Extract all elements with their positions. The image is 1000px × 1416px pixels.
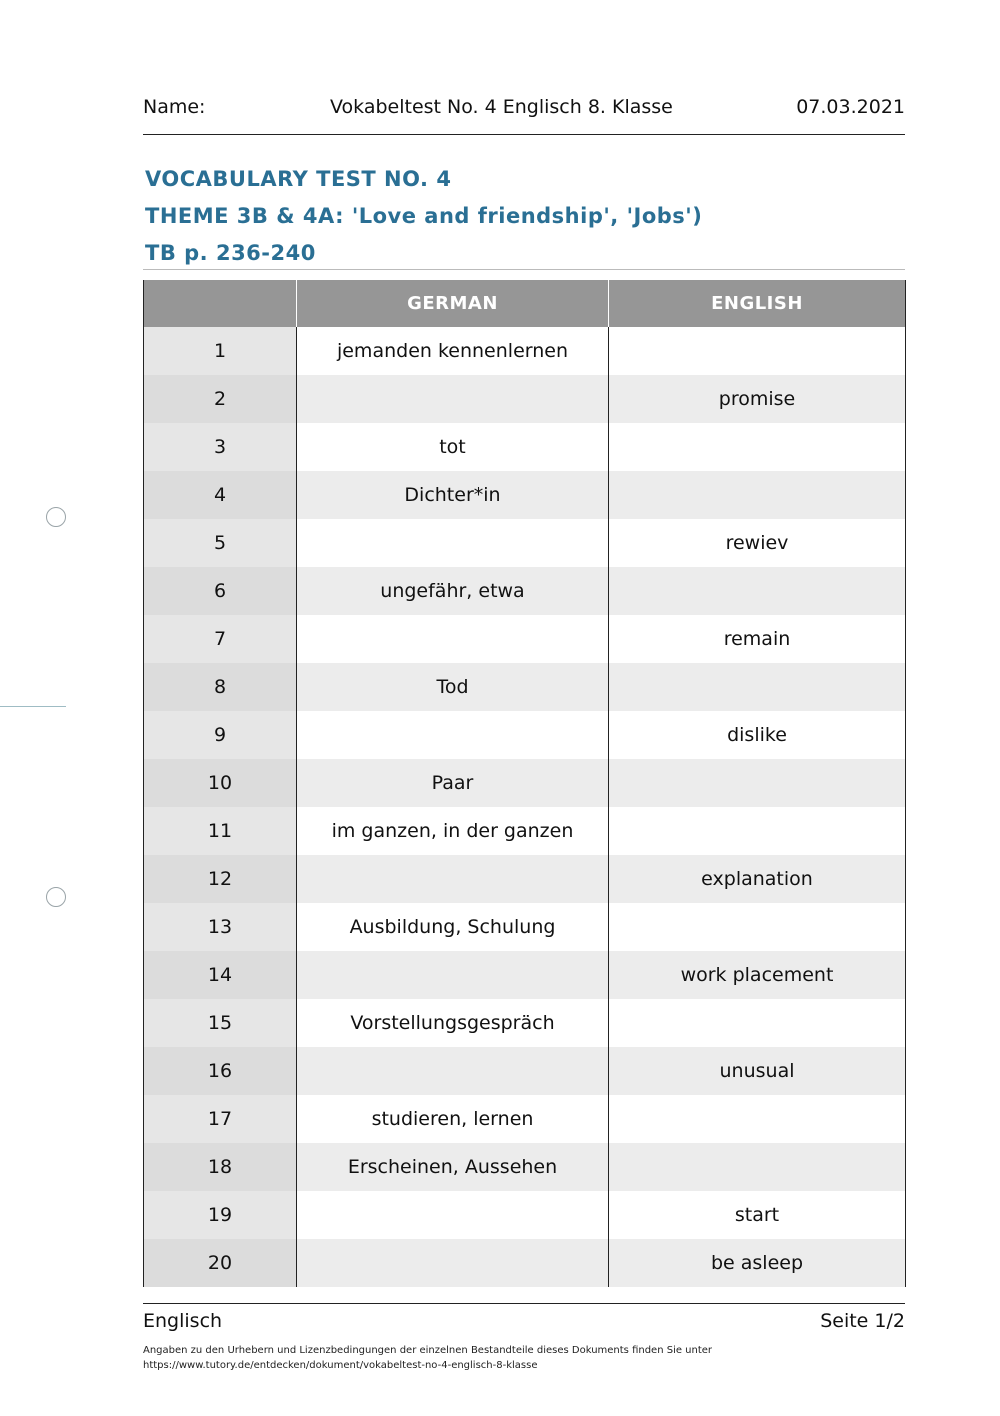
german-cell[interactable]: im ganzen, in der ganzen: [297, 807, 609, 855]
german-cell[interactable]: [297, 519, 609, 567]
test-title: VOCABULARY TEST NO. 4: [145, 167, 452, 191]
row-number: 8: [144, 663, 297, 711]
german-cell[interactable]: tot: [297, 423, 609, 471]
english-cell[interactable]: [609, 1095, 906, 1143]
row-number: 6: [144, 567, 297, 615]
row-number: 13: [144, 903, 297, 951]
footer-rule: [143, 1303, 905, 1304]
english-cell[interactable]: [609, 807, 906, 855]
english-cell[interactable]: [609, 999, 906, 1047]
german-cell[interactable]: ungefähr, etwa: [297, 567, 609, 615]
row-number: 4: [144, 471, 297, 519]
table-row: [144, 807, 906, 855]
table-header-row: [144, 280, 906, 327]
german-cell[interactable]: Tod: [297, 663, 609, 711]
english-cell[interactable]: dislike: [609, 711, 906, 759]
german-cell[interactable]: Dichter*in: [297, 471, 609, 519]
textbook-pages: TB p. 236-240: [145, 241, 316, 265]
table-row: [144, 999, 906, 1047]
english-cell[interactable]: promise: [609, 375, 906, 423]
table-row: [144, 519, 906, 567]
table-row: [144, 711, 906, 759]
header-number: [144, 280, 297, 327]
footer-page-number: Seite 1/2: [820, 1310, 905, 1332]
row-number: 15: [144, 999, 297, 1047]
english-cell[interactable]: rewiev: [609, 519, 906, 567]
german-cell[interactable]: [297, 855, 609, 903]
table-row: [144, 663, 906, 711]
title-rule: [143, 269, 905, 270]
english-cell[interactable]: work placement: [609, 951, 906, 999]
english-cell[interactable]: [609, 663, 906, 711]
page-header: [143, 96, 905, 124]
table-row: [144, 615, 906, 663]
table-row: [144, 471, 906, 519]
row-number: 14: [144, 951, 297, 999]
vocabulary-table: [143, 280, 906, 1287]
english-cell[interactable]: unusual: [609, 1047, 906, 1095]
german-cell[interactable]: [297, 375, 609, 423]
german-cell[interactable]: studieren, lernen: [297, 1095, 609, 1143]
german-cell[interactable]: [297, 711, 609, 759]
english-cell[interactable]: [609, 759, 906, 807]
row-number: 20: [144, 1239, 297, 1287]
english-cell[interactable]: be asleep: [609, 1239, 906, 1287]
test-titles: [145, 164, 702, 275]
row-number: 1: [144, 327, 297, 375]
row-number: 16: [144, 1047, 297, 1095]
name-label: Name:: [143, 96, 206, 118]
theme-title: THEME 3B & 4A: 'Love and friendship', 'Jobs'): [145, 204, 703, 228]
row-number: 12: [144, 855, 297, 903]
english-cell[interactable]: [609, 1143, 906, 1191]
header-german: GERMAN: [297, 280, 609, 327]
english-cell[interactable]: remain: [609, 615, 906, 663]
table-row: [144, 375, 906, 423]
footer-subject: Englisch: [143, 1310, 223, 1332]
table-row: [144, 903, 906, 951]
english-cell[interactable]: start: [609, 1191, 906, 1239]
row-number: 3: [144, 423, 297, 471]
table-row: [144, 1143, 906, 1191]
document-date: 07.03.2021: [796, 96, 905, 118]
english-cell[interactable]: explanation: [609, 855, 906, 903]
header-rule: [143, 134, 905, 135]
row-number: 5: [144, 519, 297, 567]
row-number: 2: [144, 375, 297, 423]
german-cell[interactable]: Erscheinen, Aussehen: [297, 1143, 609, 1191]
table-row: [144, 423, 906, 471]
english-cell[interactable]: [609, 567, 906, 615]
english-cell[interactable]: [609, 903, 906, 951]
table-row: [144, 951, 906, 999]
german-cell[interactable]: [297, 1239, 609, 1287]
english-cell[interactable]: [609, 423, 906, 471]
document-title: Vokabeltest No. 4 Englisch 8. Klasse: [330, 96, 673, 118]
english-cell[interactable]: [609, 471, 906, 519]
row-number: 7: [144, 615, 297, 663]
header-english: ENGLISH: [609, 280, 906, 327]
table-row: [144, 855, 906, 903]
german-cell[interactable]: [297, 615, 609, 663]
license-url: https://www.tutory.de/entdecken/dokument/vokabeltest-no-4-englisch-8-klasse: [143, 1360, 538, 1371]
row-number: 11: [144, 807, 297, 855]
german-cell[interactable]: Ausbildung, Schulung: [297, 903, 609, 951]
german-cell[interactable]: [297, 951, 609, 999]
german-cell[interactable]: Paar: [297, 759, 609, 807]
license-note: [143, 1343, 712, 1373]
table-row: [144, 1047, 906, 1095]
row-number: 17: [144, 1095, 297, 1143]
table-row: [144, 1095, 906, 1143]
row-number: 9: [144, 711, 297, 759]
table-row: [144, 567, 906, 615]
license-text: Angaben zu den Urhebern und Lizenzbedingungen der einzelnen Bestandteile dieses Dokuments finden Sie unter: [143, 1345, 713, 1356]
punch-hole-top: [46, 507, 66, 527]
german-cell[interactable]: Vorstellungsgespräch: [297, 999, 609, 1047]
table-row: [144, 327, 906, 375]
punch-hole-bottom: [46, 887, 66, 907]
german-cell[interactable]: [297, 1047, 609, 1095]
german-cell[interactable]: [297, 1191, 609, 1239]
row-number: 19: [144, 1191, 297, 1239]
english-cell[interactable]: [609, 327, 906, 375]
table-row: [144, 759, 906, 807]
table-row: [144, 1239, 906, 1287]
row-number: 10: [144, 759, 297, 807]
fold-mark: [0, 706, 66, 707]
row-number: 18: [144, 1143, 297, 1191]
german-cell[interactable]: jemanden kennenlernen: [297, 327, 609, 375]
table-row: [144, 1191, 906, 1239]
